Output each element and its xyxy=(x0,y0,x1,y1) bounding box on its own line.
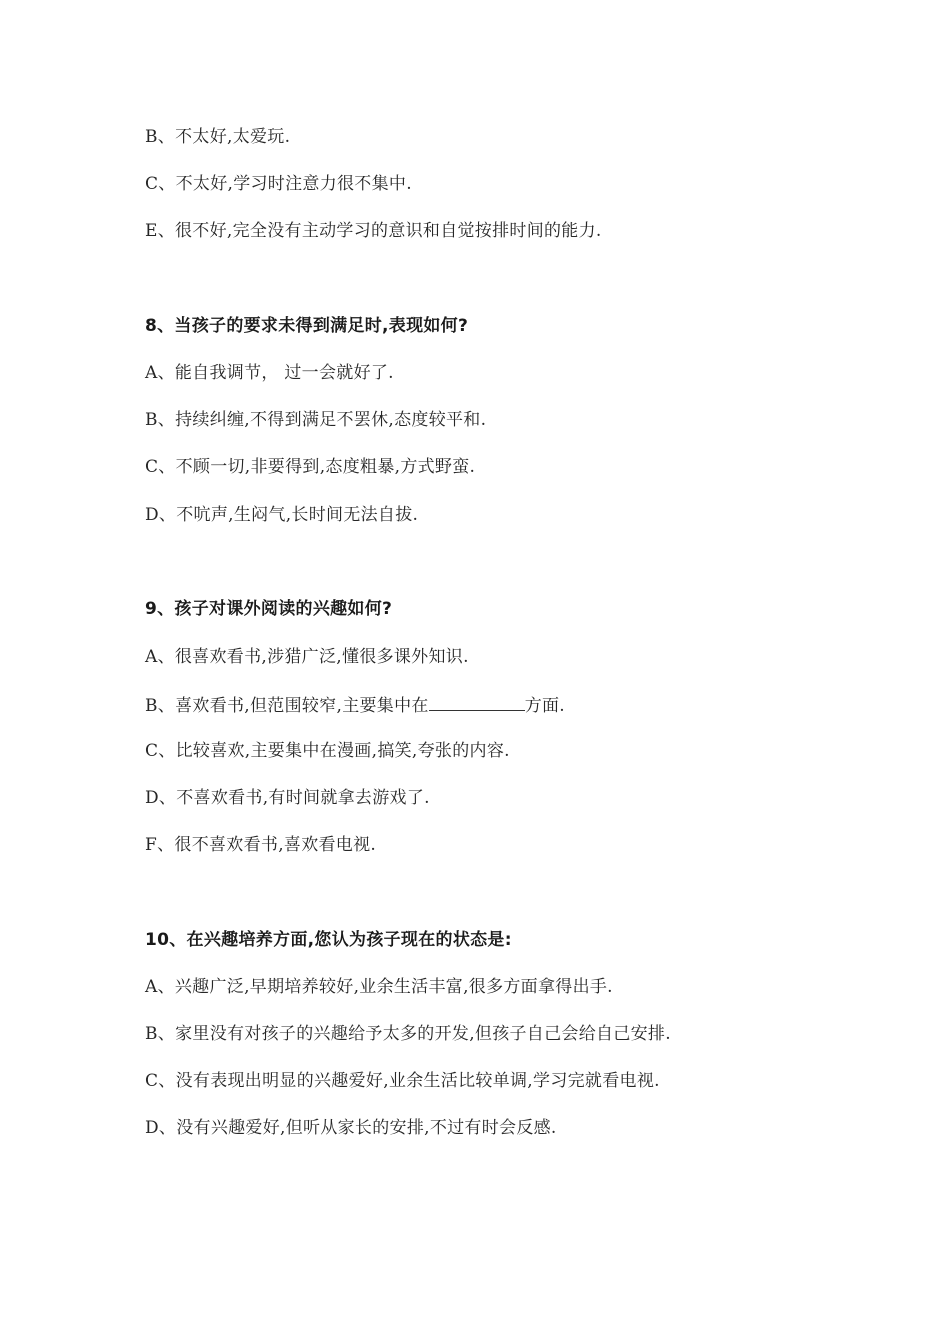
option-prev-b: B、不太好,太爱玩. xyxy=(145,127,291,147)
question-9-option-a: A、很喜欢看书,涉猎广泛,懂很多课外知识. xyxy=(145,647,469,667)
question-9-option-b-text: B、喜欢看书,但范围较窄,主要集中在 xyxy=(145,696,429,716)
question-8-option-c: C、不顾一切,非要得到,态度粗暴,方式野蛮. xyxy=(145,457,476,477)
question-10-title: 10、在兴趣培养方面,您认为孩子现在的状态是: xyxy=(145,930,512,950)
fill-in-blank[interactable] xyxy=(429,693,525,711)
question-10-option-a: A、兴趣广泛,早期培养较好,业余生活丰富,很多方面拿得出手. xyxy=(145,977,613,997)
question-8-option-b: B、持续纠缠,不得到满足不罢休,态度较平和. xyxy=(145,410,487,430)
question-10-option-b: B、家里没有对孩子的兴趣给予太多的开发,但孩子自己会给自己安排. xyxy=(145,1024,671,1044)
question-9-option-b xyxy=(145,693,565,717)
question-10-option-d: D、没有兴趣爱好,但听从家长的安排,不过有时会反感. xyxy=(145,1118,557,1138)
option-prev-e: E、很不好,完全没有主动学习的意识和自觉按排时间的能力. xyxy=(145,221,602,241)
question-9-option-b-suffix: 方面. xyxy=(524,696,566,716)
question-8-title: 8、当孩子的要求未得到满足时,表现如何? xyxy=(145,316,469,336)
question-9-title: 9、孩子对课外阅读的兴趣如何? xyxy=(145,599,393,619)
question-9-option-d: D、不喜欢看书,有时间就拿去游戏了. xyxy=(145,788,430,808)
question-10-option-c: C、没有表现出明显的兴趣爱好,业余生活比较单调,学习完就看电视. xyxy=(145,1071,660,1091)
option-prev-c: C、不太好,学习时注意力很不集中. xyxy=(145,174,412,194)
question-9-option-f: F、很不喜欢看书,喜欢看电视. xyxy=(145,835,377,855)
question-8-option-d: D、不吭声,生闷气,长时间无法自拔. xyxy=(145,505,419,525)
question-8-option-a: A、能自我调节， 过一会就好了. xyxy=(145,363,394,383)
question-9-option-c: C、比较喜欢,主要集中在漫画,搞笑,夸张的内容. xyxy=(145,741,510,761)
